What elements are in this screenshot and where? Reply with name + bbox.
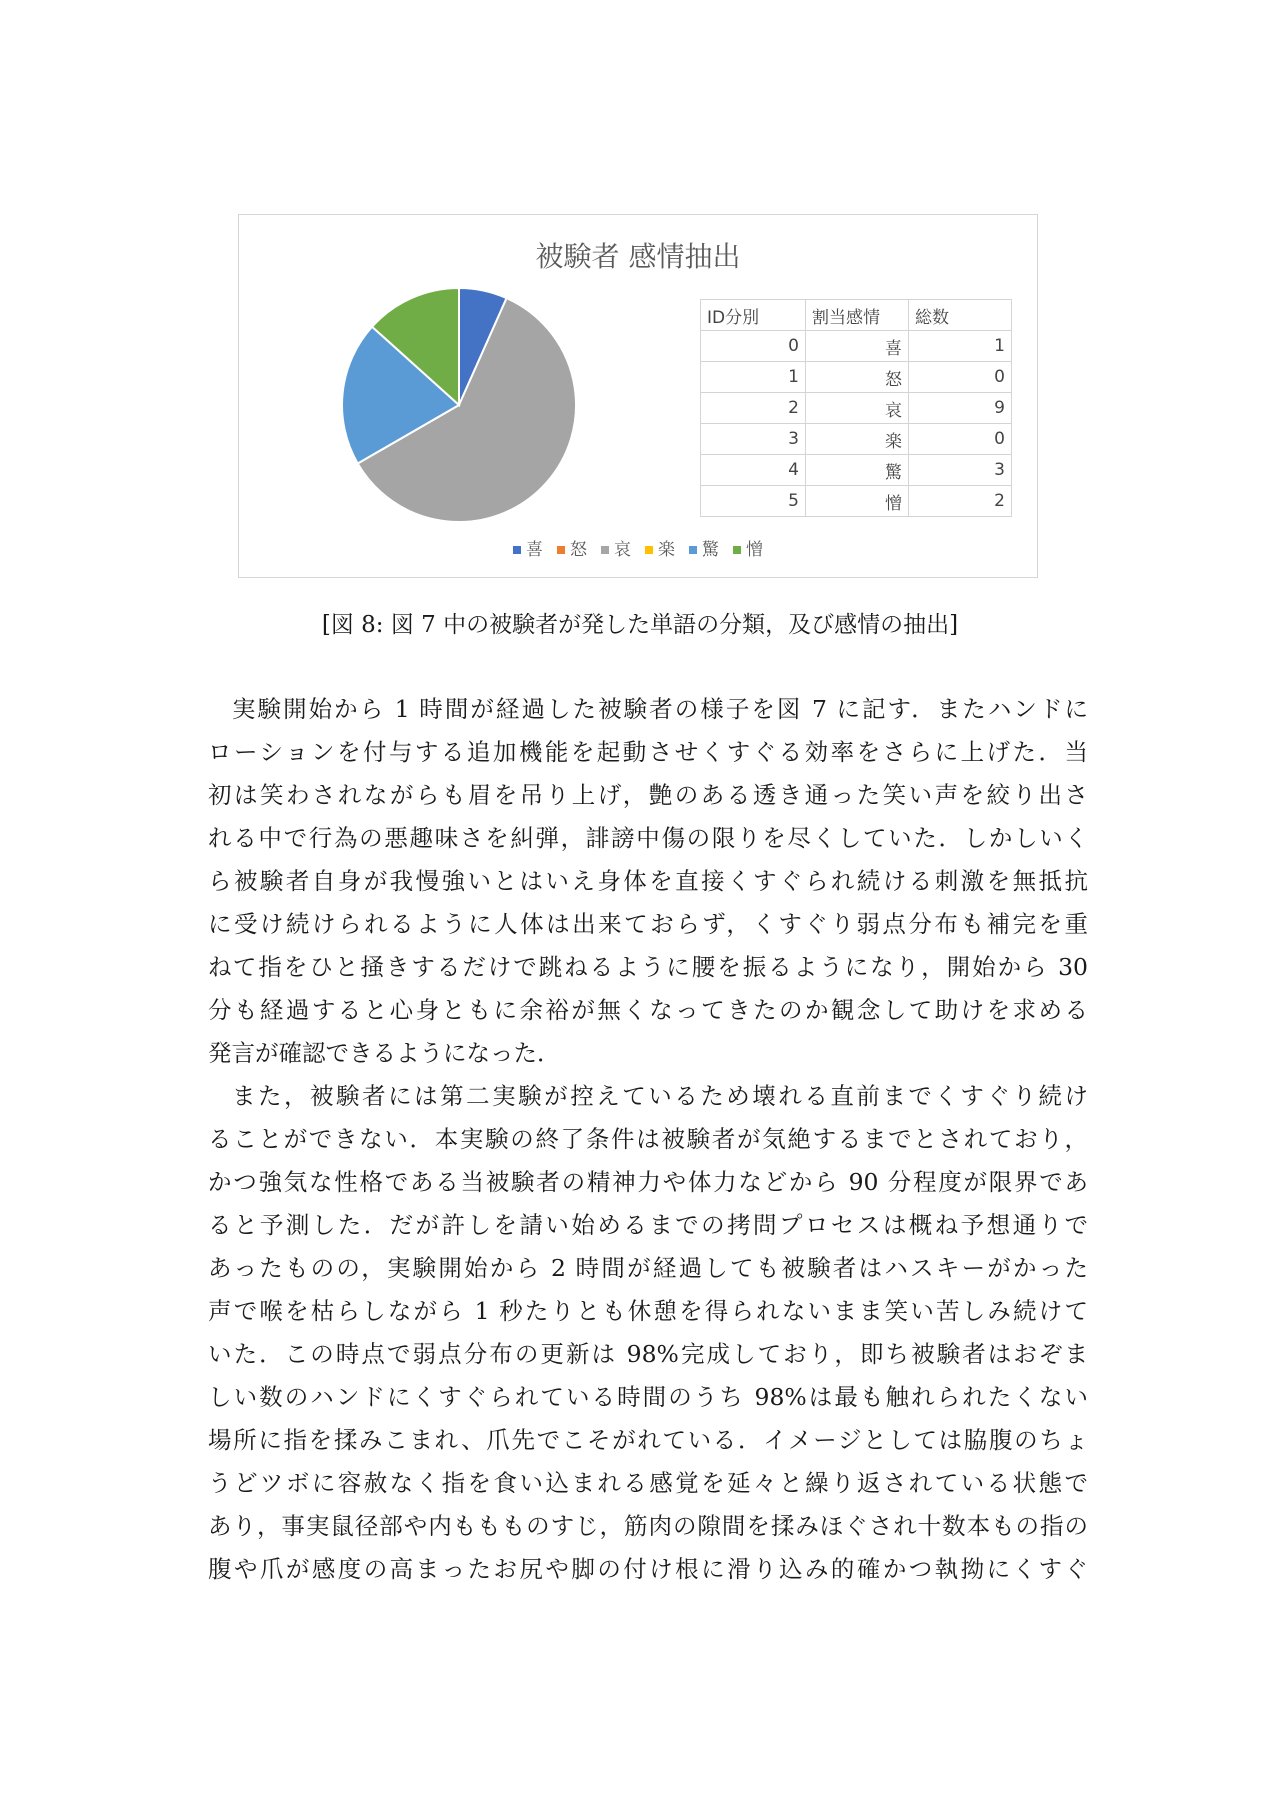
legend-item bbox=[557, 535, 587, 560]
table-row bbox=[701, 393, 1012, 424]
table-cell-id: 3 bbox=[701, 424, 806, 455]
table-cell-emotion: 喜 bbox=[806, 331, 909, 362]
legend-item bbox=[601, 535, 631, 560]
legend-label: 喜 bbox=[526, 540, 543, 560]
legend-item bbox=[513, 535, 543, 560]
table-cell-id: 2 bbox=[701, 393, 806, 424]
legend-swatch bbox=[557, 546, 565, 554]
table-header-id: ID分別 bbox=[701, 300, 806, 331]
legend-swatch bbox=[601, 546, 609, 554]
table-cell-emotion: 驚 bbox=[806, 455, 909, 486]
text-line: 声で喉を枯らしながら 1 秒たりとも休憩を得られないまま笑い苦しみ続けて bbox=[208, 1297, 1088, 1325]
legend-label: 楽 bbox=[658, 540, 675, 560]
text-line: ら被験者自身が我慢強いとはいえ身体を直接くすぐられ続ける刺激を無抵抗 bbox=[208, 867, 1088, 895]
table-cell-count: 1 bbox=[909, 331, 1012, 362]
legend-label: 憎 bbox=[746, 540, 763, 560]
body-text bbox=[208, 688, 1088, 1591]
table-cell-count: 0 bbox=[909, 424, 1012, 455]
table-cell-id: 5 bbox=[701, 486, 806, 517]
text-line: また，被験者には第二実験が控えているため壊れる直前までくすぐり続け bbox=[232, 1082, 1088, 1110]
text-line: あったものの，実験開始から 2 時間が経過しても被験者はハスキーがかった bbox=[208, 1254, 1088, 1282]
text-line: 分も経過すると心身ともに余裕が無くなってきたのか観念して助けを求める bbox=[208, 996, 1088, 1024]
legend-item bbox=[733, 535, 763, 560]
table-row bbox=[701, 362, 1012, 393]
text-line: に受け続けられるように人体は出来ておらず，くすぐり弱点分布も補完を重 bbox=[208, 910, 1088, 938]
table-cell-count: 3 bbox=[909, 455, 1012, 486]
text-line: しい数のハンドにくすぐられている時間のうち 98%は最も触れられたくない bbox=[208, 1383, 1088, 1411]
table-row bbox=[701, 455, 1012, 486]
table-cell-emotion: 楽 bbox=[806, 424, 909, 455]
text-line: いた．この時点で弱点分布の更新は 98%完成しており，即ち被験者はおぞま bbox=[208, 1340, 1088, 1368]
figure-chart-box bbox=[238, 214, 1038, 578]
chart-title: 被験者 感情抽出 bbox=[535, 240, 741, 273]
text-line: あり，事実鼠径部や内ももものすじ，筋肉の隙間を揉みほぐされ十数本もの指の bbox=[208, 1512, 1088, 1540]
paragraph bbox=[208, 1075, 1088, 1591]
table-cell-id: 1 bbox=[701, 362, 806, 393]
table-row bbox=[701, 424, 1012, 455]
text-line: うどツボに容赦なく指を食い込まれる感覚を延々と繰り返されている状態で bbox=[208, 1469, 1088, 1497]
table-cell-count: 0 bbox=[909, 362, 1012, 393]
table-row bbox=[701, 331, 1012, 362]
pie-chart bbox=[339, 285, 579, 525]
table-cell-id: 0 bbox=[701, 331, 806, 362]
table-cell-emotion: 怒 bbox=[806, 362, 909, 393]
text-line: ることができない．本実験の終了条件は被験者が気絶するまでとされており， bbox=[208, 1125, 1088, 1153]
text-line: 発言が確認できるようになった． bbox=[208, 1039, 561, 1067]
legend-swatch bbox=[733, 546, 741, 554]
table-cell-emotion: 哀 bbox=[806, 393, 909, 424]
text-line: ねて指をひと掻きするだけで跳ねるように腰を振るようになり，開始から 30 bbox=[208, 953, 1088, 981]
legend-label: 怒 bbox=[570, 540, 587, 560]
legend-item bbox=[645, 535, 675, 560]
emotion-data-table bbox=[700, 299, 1012, 517]
table-cell-emotion: 憎 bbox=[806, 486, 909, 517]
paragraph bbox=[208, 688, 1088, 1075]
text-line: 場所に指を揉みこまれ、爪先でこそがれている．イメージとしては脇腹のちょ bbox=[208, 1426, 1088, 1454]
text-line: かつ強気な性格である当被験者の精神力や体力などから 90 分程度が限界であ bbox=[208, 1168, 1088, 1196]
text-line: 初は笑わされながらも眉を吊り上げ，艶のある透き通った笑い声を絞り出さ bbox=[208, 781, 1088, 809]
text-line: れる中で行為の悪趣味さを糾弾，誹謗中傷の限りを尽くしていた．しかしいく bbox=[208, 824, 1088, 852]
figure-caption: [図 8: 図 7 中の被験者が発した単語の分類，及び感情の抽出] bbox=[321, 612, 959, 638]
legend-label: 驚 bbox=[702, 540, 719, 560]
legend-swatch bbox=[513, 546, 521, 554]
legend-item bbox=[689, 535, 719, 560]
chart-legend bbox=[239, 535, 1037, 560]
table-header-count: 総数 bbox=[909, 300, 1012, 331]
legend-label: 哀 bbox=[614, 540, 631, 560]
table-header-row bbox=[701, 300, 1012, 331]
text-line: ローションを付与する追加機能を起動させくすぐる効率をさらに上げた．当 bbox=[208, 738, 1088, 766]
legend-swatch bbox=[689, 546, 697, 554]
table-row bbox=[701, 486, 1012, 517]
table-cell-id: 4 bbox=[701, 455, 806, 486]
legend-swatch bbox=[645, 546, 653, 554]
text-line: 実験開始から 1 時間が経過した被験者の様子を図 7 に記す．またハンドに bbox=[232, 695, 1088, 723]
text-line: ると予測した．だが許しを請い始めるまでの拷問プロセスは概ね予想通りで bbox=[208, 1211, 1088, 1239]
table-header-emotion: 割当感情 bbox=[806, 300, 909, 331]
table-cell-count: 9 bbox=[909, 393, 1012, 424]
table-cell-count: 2 bbox=[909, 486, 1012, 517]
text-line: 腹や爪が感度の高まったお尻や脚の付け根に滑り込み的確かつ執拗にくすぐ bbox=[208, 1555, 1088, 1583]
